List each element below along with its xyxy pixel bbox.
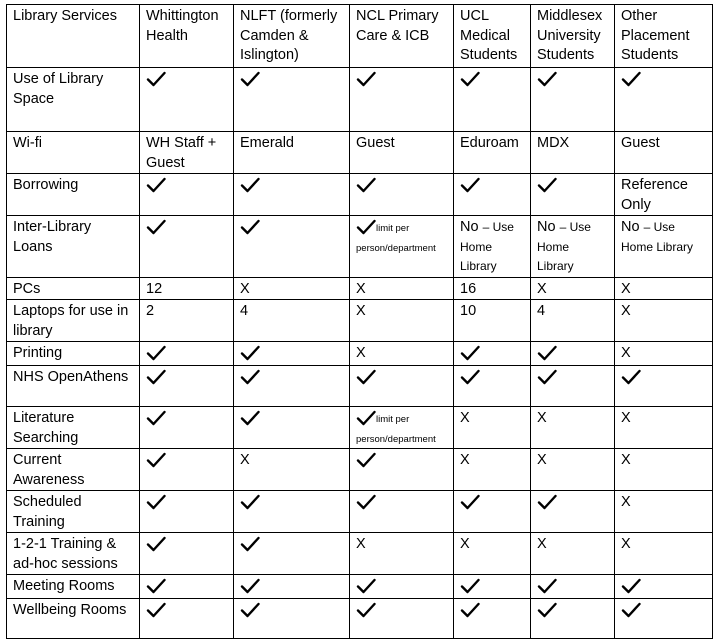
check-icon [356, 578, 376, 595]
check-icon [537, 369, 557, 386]
cell [531, 599, 615, 639]
cell [350, 575, 454, 599]
limit-note: limit per person/department [356, 414, 436, 445]
cell [234, 68, 350, 132]
cell [615, 68, 713, 132]
cell: Reference Only [615, 174, 713, 216]
header-ucl-medical-students: UCL Medical Students [454, 5, 531, 68]
cell [140, 174, 234, 216]
use-home-library-note: – Use Home Library [460, 220, 514, 273]
check-icon [460, 578, 480, 595]
cell [140, 342, 234, 366]
table-row [7, 491, 713, 533]
check-icon [240, 177, 260, 194]
check-icon [621, 71, 641, 88]
no-label: No [621, 219, 640, 235]
cell [140, 449, 234, 491]
cell [350, 599, 454, 639]
check-icon [356, 494, 376, 511]
cell [615, 599, 713, 639]
cell [454, 68, 531, 132]
table-row [7, 342, 713, 366]
header-middlesex-students: Middlesex University Students [531, 5, 615, 68]
header-other-placement-students: Other Placement Students [615, 5, 713, 68]
check-icon [146, 578, 166, 595]
check-icon [146, 410, 166, 427]
cell [234, 174, 350, 216]
row-label: Laptops for use in library [7, 300, 140, 342]
no-label: No [537, 219, 556, 235]
cell [454, 366, 531, 407]
check-icon [356, 219, 376, 236]
cell [140, 407, 234, 449]
check-icon [146, 345, 166, 362]
cell: 12 [140, 277, 234, 300]
limit-note: limit per person/department [356, 223, 436, 254]
table-row [7, 174, 713, 216]
row-label: NHS OpenAthens [7, 366, 140, 407]
cell: 2 [140, 300, 234, 342]
cell [234, 407, 350, 449]
cell: 4 [234, 300, 350, 342]
row-label: Literature Searching [7, 407, 140, 449]
check-icon [460, 71, 480, 88]
table-row [7, 407, 713, 449]
check-icon [460, 494, 480, 511]
check-icon [621, 369, 641, 386]
cell [140, 68, 234, 132]
cell: X [615, 533, 713, 575]
table-row [7, 575, 713, 599]
cell [454, 491, 531, 533]
cell [454, 599, 531, 639]
table-row [7, 68, 713, 132]
table-row [7, 366, 713, 407]
row-label: Scheduled Training [7, 491, 140, 533]
cell: X [531, 277, 615, 300]
check-icon [460, 369, 480, 386]
cell [234, 366, 350, 407]
cell: X [615, 300, 713, 342]
check-icon [146, 494, 166, 511]
check-icon [240, 219, 260, 236]
header-row [7, 5, 713, 68]
cell: Guest [615, 132, 713, 174]
cell [350, 68, 454, 132]
cell: 16 [454, 277, 531, 300]
check-icon [146, 452, 166, 469]
cell [234, 599, 350, 639]
use-home-library-note: – Use Home Library [621, 220, 694, 254]
cell: X [350, 277, 454, 300]
cell [234, 342, 350, 366]
cell [350, 216, 454, 278]
check-icon [537, 71, 557, 88]
cell [615, 216, 713, 278]
check-icon [537, 177, 557, 194]
cell [454, 575, 531, 599]
row-label: 1-2-1 Training & ad-hoc sessions [7, 533, 140, 575]
check-icon [146, 71, 166, 88]
check-icon [146, 369, 166, 386]
check-icon [621, 578, 641, 595]
cell: X [454, 449, 531, 491]
cell: WH Staff + Guest [140, 132, 234, 174]
row-label: Wellbeing Rooms [7, 599, 140, 639]
cell: X [350, 342, 454, 366]
cell [234, 575, 350, 599]
check-icon [356, 71, 376, 88]
cell [140, 575, 234, 599]
cell [140, 491, 234, 533]
no-label: No [460, 219, 479, 235]
check-icon [460, 345, 480, 362]
cell [531, 491, 615, 533]
check-icon [240, 369, 260, 386]
cell [350, 174, 454, 216]
table-row [7, 599, 713, 639]
table-row [7, 277, 713, 300]
row-label: Inter-Library Loans [7, 216, 140, 278]
check-icon [146, 219, 166, 236]
use-home-library-note: – Use Home Library [537, 220, 591, 273]
header-whittington-health: Whittington Health [140, 5, 234, 68]
check-icon [537, 578, 557, 595]
cell: 4 [531, 300, 615, 342]
cell: Eduroam [454, 132, 531, 174]
table-row [7, 533, 713, 575]
cell [531, 216, 615, 278]
cell [140, 216, 234, 278]
header-ncl-primary-care: NCL Primary Care & ICB [350, 5, 454, 68]
row-label: Wi-fi [7, 132, 140, 174]
cell [234, 216, 350, 278]
check-icon [240, 494, 260, 511]
cell [140, 599, 234, 639]
check-icon [356, 452, 376, 469]
check-icon [240, 410, 260, 427]
cell [140, 533, 234, 575]
cell: X [350, 533, 454, 575]
cell: X [615, 342, 713, 366]
table-row [7, 132, 713, 174]
cell: X [234, 449, 350, 491]
cell [531, 366, 615, 407]
cell [234, 491, 350, 533]
check-icon [537, 345, 557, 362]
cell [350, 407, 454, 449]
check-icon [240, 345, 260, 362]
header-library-services: Library Services [7, 5, 140, 68]
cell [531, 174, 615, 216]
cell [350, 449, 454, 491]
cell [350, 491, 454, 533]
row-label: Use of Library Space [7, 68, 140, 132]
cell [615, 575, 713, 599]
table-row [7, 449, 713, 491]
cell: Emerald [234, 132, 350, 174]
check-icon [146, 536, 166, 553]
cell: X [531, 449, 615, 491]
check-icon [356, 177, 376, 194]
cell: X [615, 449, 713, 491]
row-label: PCs [7, 277, 140, 300]
cell [454, 174, 531, 216]
cell [140, 366, 234, 407]
cell: X [615, 407, 713, 449]
cell: X [531, 533, 615, 575]
cell [454, 342, 531, 366]
cell: X [454, 407, 531, 449]
check-icon [240, 536, 260, 553]
cell: X [454, 533, 531, 575]
header-nlft: NLFT (formerly Camden & Islington) [234, 5, 350, 68]
cell: 10 [454, 300, 531, 342]
check-icon [537, 494, 557, 511]
cell: X [531, 407, 615, 449]
cell: MDX [531, 132, 615, 174]
table-row [7, 216, 713, 278]
cell [531, 575, 615, 599]
cell: X [615, 491, 713, 533]
check-icon [356, 410, 376, 427]
table-row [7, 300, 713, 342]
check-icon [356, 369, 376, 386]
check-icon [460, 177, 480, 194]
row-label: Meeting Rooms [7, 575, 140, 599]
check-icon [146, 177, 166, 194]
row-label: Current Awareness [7, 449, 140, 491]
cell: Guest [350, 132, 454, 174]
cell [531, 342, 615, 366]
cell [531, 68, 615, 132]
cell: X [234, 277, 350, 300]
row-label: Printing [7, 342, 140, 366]
cell [234, 533, 350, 575]
check-icon [240, 71, 260, 88]
cell [615, 366, 713, 407]
library-services-table [6, 4, 713, 639]
cell [454, 216, 531, 278]
cell [350, 366, 454, 407]
row-label: Borrowing [7, 174, 140, 216]
cell: X [350, 300, 454, 342]
check-icon [240, 578, 260, 595]
cell: X [615, 277, 713, 300]
